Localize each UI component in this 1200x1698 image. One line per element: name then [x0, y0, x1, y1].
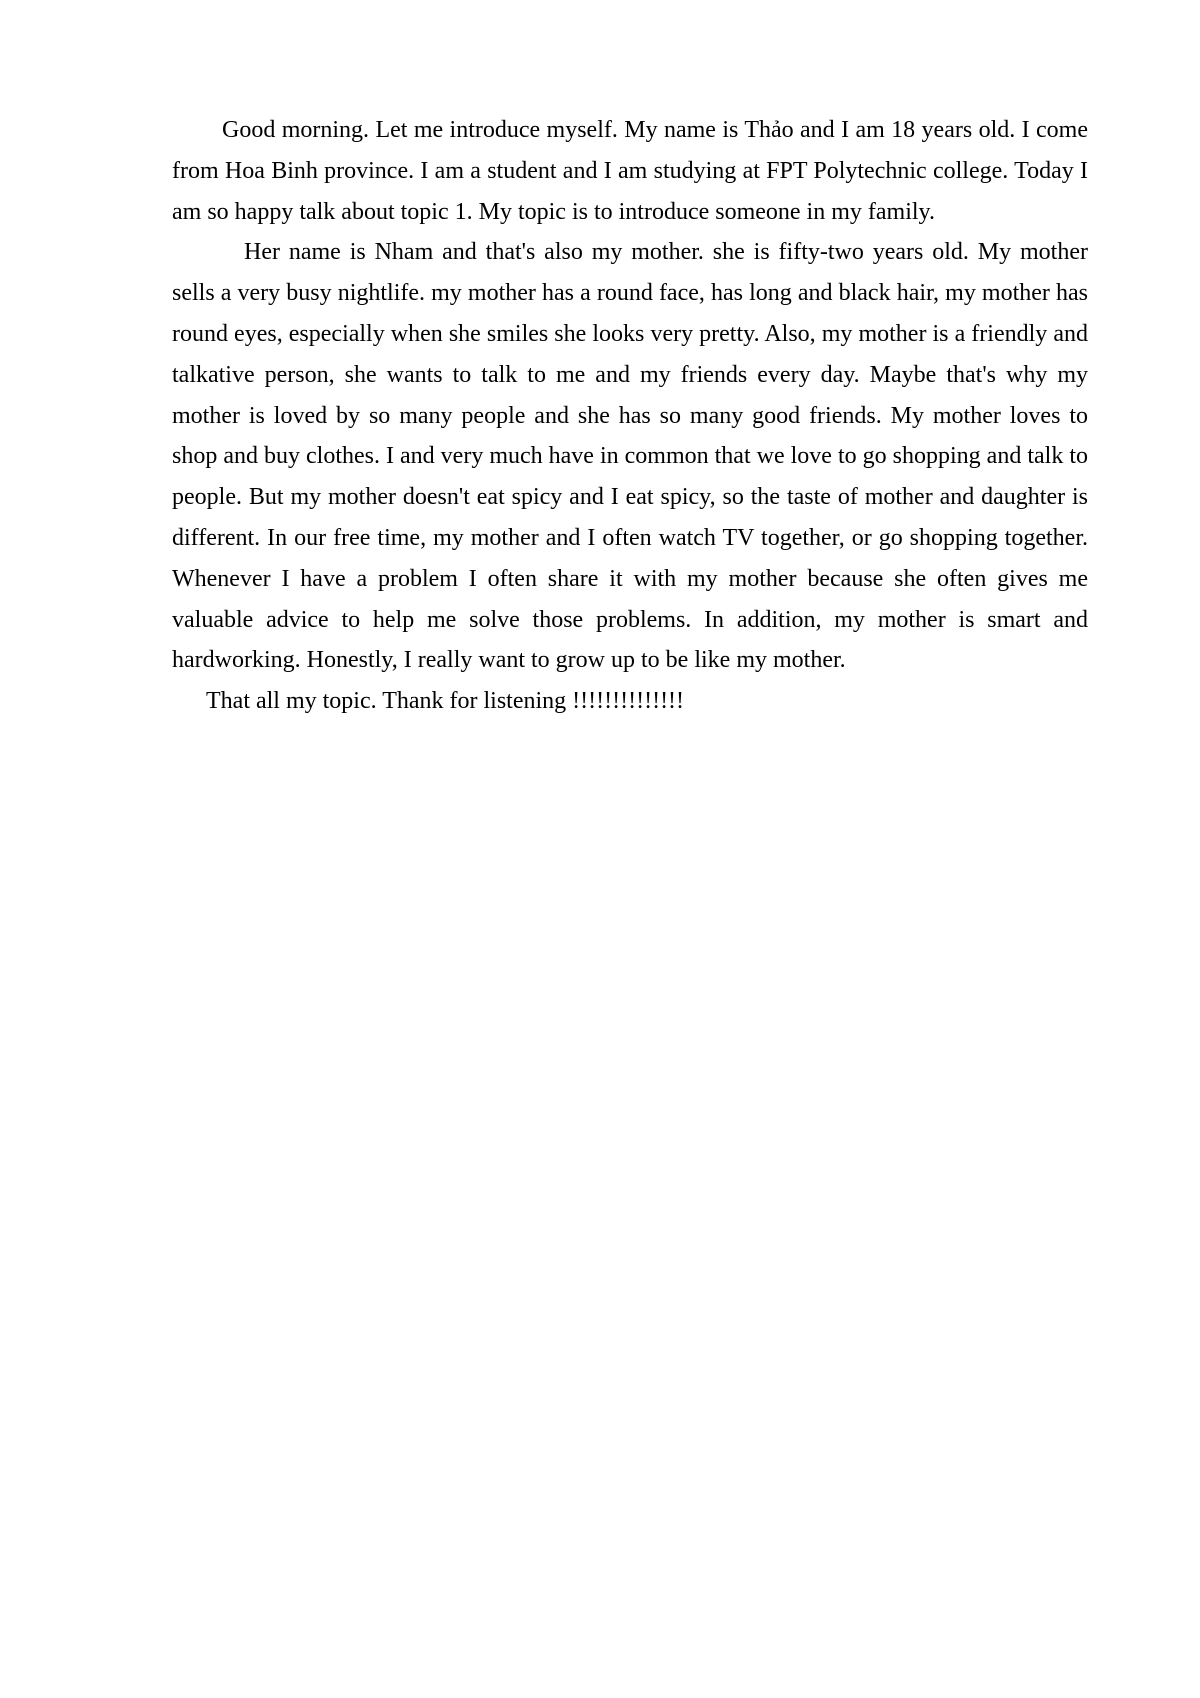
paragraph-closing: That all my topic. Thank for listening !!!!!!!!!!!!!! — [206, 688, 685, 715]
paragraph-mother-description: Her name is Nham and that's also my mother. she is fifty-two years old. My mother sells a very busy nightlife. my mother has a round face, has long and black hair, my mother has round eyes, especially when she smiles she looks very pretty. Also, my mother is a friendly and talkative person, she wants to talk to me and my friends every day. Maybe that's why my mother is loved by so many people and she has so many good friends. My mother loves to shop and buy clothes. I and very much have in common that we love to go shopping and talk to people. But my mother doesn't eat spicy and I eat spicy, so the taste of mother and daughter is different. In our free time, my mother and I often watch TV together, or go shopping together. Whenever I have a problem I often share it with my mother because she often gives me valuable advice to help me solve those problems. In addition, my mother is smart and hardworking. Honestly, I really want to grow up to be like my mother. — [172, 239, 1088, 674]
paragraph-introduction: Good morning. Let me introduce myself. My name is Thảo and I am 18 years old. I come from Hoa Binh province. I am a student and I am studying at FPT Polytechnic college. Today I am so happy talk about topic 1. My topic is to introduce someone in my family. — [172, 117, 1088, 225]
document-body — [172, 110, 1088, 722]
